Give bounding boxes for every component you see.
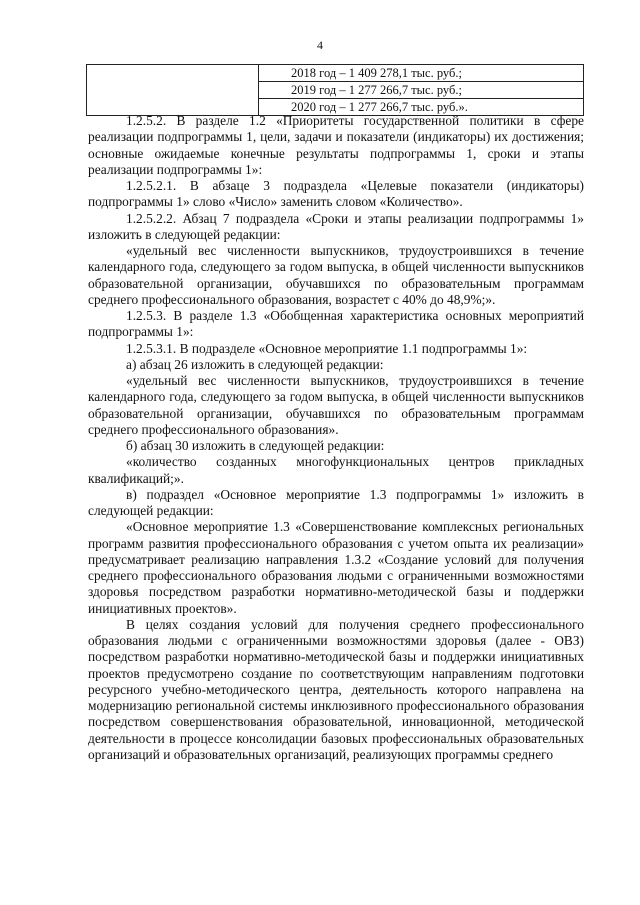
item-a: а) абзац 26 изложить в следующей редакции: [126,356,384,372]
document-body [88,113,584,763]
quoted-paragraph-graduates: «удельный вес численности выпускников, трудоустроившихся в течение календарного года, следующего за годом выпуска, в общей численности выпускников образовательной организации, обучавшихся по образовательным программам среднего профессионального образования, возрастет с 40% до 48,9%;». [88,243,584,307]
funding-2020: 2020 год – 1 277 266,7 тыс. руб.». [259,99,584,116]
paragraph-1-2-5-2-2: 1.2.5.2.2. Абзац 7 подраздела «Сроки и этапы реализации подпрограммы 1» изложить в следующей редакции: [88,210,584,242]
quoted-paragraph-centers: «количество созданных многофункциональных центров прикладных квалификаций;». [88,454,584,486]
paragraph-ovz: В целях создания условий для получения среднего профессионального образования людьми с ограниченными возможностями здоровья (далее - ОВЗ) посредством разработки нормативно-методической базы и поддержки инициативных проектов предусмотрено создание по соответствующим направлениям подготовки ресурсного учебно-методического центра, деятельность которого направлена на модернизацию региональной системы инклюзивного профессионального образования посредством совершенствования образовательной, инновационной, методической деятельности в процессе консолидации базовых профессиональных образовательных организаций и образовательных организаций, реализующих программы среднего [88,616,584,762]
item-v: в) подраздел «Основное мероприятие 1.3 подпрограммы 1» изложить в следующей редакции: [88,486,584,518]
continuation-table [86,64,584,116]
paragraph-1-2-5-3-1: 1.2.5.3.1. В подразделе «Основное мероприятие 1.1 подпрограммы 1»: [126,340,528,356]
table-cell-empty [87,65,259,116]
paragraph-1-2-5-2: 1.2.5.2. В разделе 1.2 «Приоритеты государственной политики в сфере реализации подпрограммы 1, цели, задачи и показатели (индикаторы) их достижения; основные ожидаемые конечные результаты подпрограммы 1, сроки и этапы реализации подпрограммы 1»: [88,113,584,177]
item-b: б) абзац 30 изложить в следующей редакции: [126,438,385,453]
funding-2018: 2018 год – 1 409 278,1 тыс. руб.; [259,65,584,82]
table-row [87,65,584,82]
funding-2019: 2019 год – 1 277 266,7 тыс. руб.; [259,82,584,99]
page-number: 4 [317,38,323,52]
quoted-paragraph-measure-1-3: «Основное мероприятие 1.3 «Совершенствование комплексных региональных программ развития профессионального образования с учетом опыта их реализации» предусматривает реализацию направления 1.3.2 «Создание условий для получения среднего профессионального образования людьми с ограниченными возможностями здоровья посредством разработки нормативно-методической базы и поддержки инициативных проектов». [88,519,584,616]
paragraph-1-2-5-2-1: 1.2.5.2.1. В абзаце 3 подраздела «Целевые показатели (индикаторы) подпрограммы 1» слово «Число» заменить словом «Количество». [88,178,584,210]
quoted-paragraph-graduates-2: «удельный вес численности выпускников, трудоустроившихся в течение календарного года, следующего за годом выпуска, в общей численности выпускников образовательной организации, обучавшихся по образовательным программам среднего профессионального образования». [88,373,584,437]
paragraph-1-2-5-3: 1.2.5.3. В разделе 1.3 «Обобщенная характеристика основных мероприятий подпрограммы 1»: [88,308,584,340]
